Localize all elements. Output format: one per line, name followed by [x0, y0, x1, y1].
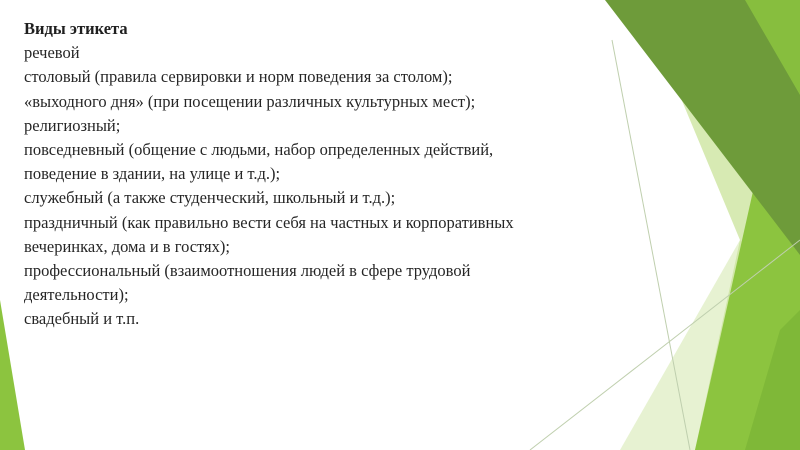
- etiquette-item: поведение в здании, на улице и т.д.);: [24, 164, 281, 184]
- etiquette-item: служебный (а также студенческий, школьный и т.д.);: [24, 188, 396, 208]
- etiquette-item: праздничный (как правильно вести себя на частных и корпоративных: [24, 212, 514, 232]
- etiquette-item: речевой: [24, 43, 80, 63]
- left-green-sliver: [0, 300, 25, 450]
- etiquette-item: деятельности);: [24, 285, 129, 305]
- slide-title: Виды этикета: [24, 19, 128, 38]
- etiquette-item: профессиональный (взаимоотношения людей в сфере трудовой: [24, 261, 471, 281]
- etiquette-item: вечеринках, дома и в гостях);: [24, 236, 230, 256]
- slide-text-body: [24, 17, 624, 332]
- etiquette-item: религиозный;: [24, 115, 121, 135]
- etiquette-item: «выходного дня» (при посещении различных культурных мест);: [24, 91, 476, 111]
- etiquette-item: столовый (правила сервировки и норм поведения за столом);: [24, 67, 453, 87]
- etiquette-item: свадебный и т.п.: [24, 309, 140, 329]
- etiquette-item: повседневный (общение с людьми, набор определенных действий,: [24, 140, 494, 160]
